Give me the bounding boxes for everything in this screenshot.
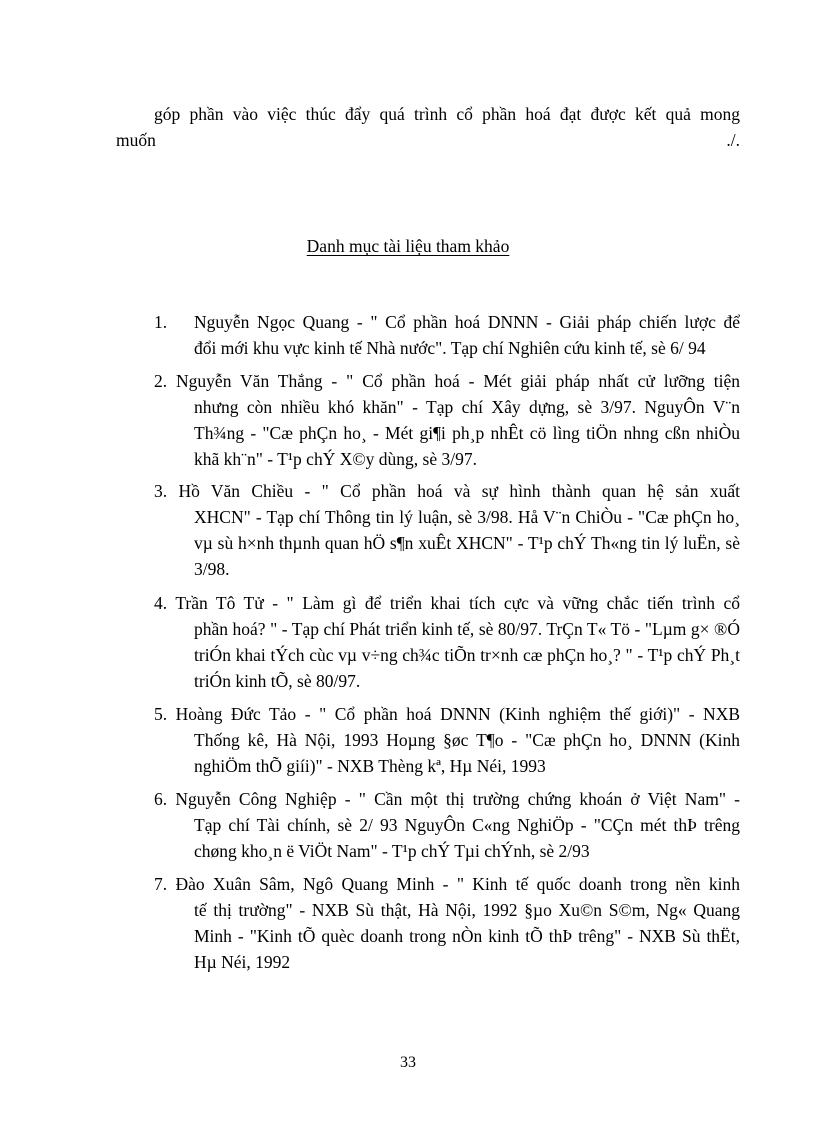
reference-item-7-rest: tế thị trường" - NXB Sù thật, Hà Nội, 1992 §µo Xu©n S©m, Ng« Quang Minh - "Kinh tÕ quèc doanh trong nÒn kinh tÕ thÞ trêng" - NXB Sù thËt, Hµ Néi, 1992 <box>194 900 740 972</box>
reference-item-7 <box>154 871 740 975</box>
reference-item-4-rest: phần hoá? " - Tạp chí Phát triển kinh tế, sè 80/97. TrÇn T« Tö - "Lµm g× ®Ó triÓn khai tÝch cùc vµ v÷ng ch¾c tiÕn tr×nh cæ phÇn ho¸? " - T¹p chÝ Ph¸t triÓn kinh tÕ, sè 80/97. <box>194 619 740 691</box>
reference-item-2-first-line <box>154 368 740 394</box>
reference-item-7-number: 7. <box>154 874 168 894</box>
reference-item-2-number: 2. <box>154 371 168 391</box>
reference-item-6-title-start: Nguyễn Công Nghiệp - " Cần một thị trường chứng khoán ở Việt Nam" - <box>175 789 740 809</box>
intro-word-muon: muốn <box>116 130 156 150</box>
reference-item-2 <box>154 368 740 472</box>
reference-item-3 <box>154 478 740 582</box>
reference-item-1 <box>154 309 740 361</box>
reference-item-4-first-line <box>154 590 740 616</box>
reference-item-1-rest: đổi mới khu vực kinh tế Nhà nước". Tạp chí Nghiên cứu kinh tế, sè 6/ 94 <box>194 338 706 358</box>
intro-paragraph-line1: góp phần vào việc thúc đẩy quá trình cổ phần hoá đạt được kết quả mong <box>154 104 740 124</box>
reference-item-5-rest: Thống kê, Hà Nội, 1993 Hoµng §øc T¶o - "Cæ phÇn ho¸ DNNN (Kinh nghiÖm thÕ giíi)" - NXB Thèng kª, Hµ Néi, 1993 <box>194 730 740 776</box>
intro-paragraph-line2 <box>116 127 740 153</box>
reference-item-3-title-start: Hồ Văn Chiều - " Cổ phần hoá và sự hình thành quan hệ sản xuất <box>178 481 740 501</box>
reference-item-6 <box>154 786 740 864</box>
reference-item-4-title-start: Trần Tô Tử - " Làm gì để triển khai tích cực và vững chắc tiến trình cổ <box>175 593 740 613</box>
reference-item-2-rest: nhưng còn nhiều khó khăn" - Tạp chí Xây dựng, sè 3/97. NguyÔn V¨n Th¾ng - "Cæ phÇn ho¸ - Mét gi¶i ph¸p nhÊt cö lìng tiÖn nhng cßn nhiÒu khã kh¨n" - T¹p chÝ X©y dùng, sè 3/97. <box>194 397 740 469</box>
reference-item-2-title-start: Nguyễn Văn Thắng - " Cổ phần hoá - Mét giải pháp nhất cử lưỡng tiện <box>176 371 740 391</box>
reference-item-5 <box>154 701 740 779</box>
reference-item-5-number: 5. <box>154 704 168 724</box>
reference-item-7-title-start: Đào Xuân Sâm, Ngô Quang Minh - " Kinh tế quốc doanh trong nền kinh <box>175 874 740 894</box>
page-number: 33 <box>400 1054 416 1071</box>
reference-item-5-title-start: Hoàng Đức Tảo - " Cổ phần hoá DNNN (Kinh nghiệm thế giới)" - NXB <box>175 704 741 724</box>
reference-item-4 <box>154 590 740 694</box>
reference-item-3-number: 3. <box>154 481 168 501</box>
reference-item-6-first-line <box>154 786 740 812</box>
references-heading-text: Danh mục tài liệu tham khảo <box>306 236 510 256</box>
reference-item-3-rest: XHCN" - Tạp chí Thông tin lý luận, sè 3/98. Hå V¨n ChiÒu - "Cæ phÇn ho¸ vµ sù h×nh thµnh quan hÖ s¶n xuÊt XHCN" - T¹p chÝ Th«ng tin lý luËn, sè 3/98. <box>194 507 740 579</box>
reference-item-6-rest: Tạp chí Tài chính, sè 2/ 93 NguyÔn C«ng NghiÖp - "CÇn mét thÞ trêng chøng kho¸n ë ViÖt Nam" - T¹p chÝ Tµi chÝnh, sè 2/93 <box>194 815 740 861</box>
intro-end-mark: ./. <box>726 130 740 150</box>
reference-item-6-number: 6. <box>154 789 168 809</box>
reference-item-1-number: 1. <box>154 312 168 332</box>
reference-item-1-title-start: Nguyễn Ngọc Quang - " Cổ phần hoá DNNN - Giải pháp chiến lược để <box>194 312 740 332</box>
reference-item-3-first-line <box>154 478 740 504</box>
reference-item-1-first-line <box>154 309 740 335</box>
reference-item-4-number: 4. <box>154 593 168 613</box>
reference-item-5-first-line <box>154 701 740 727</box>
reference-item-7-first-line <box>154 871 740 897</box>
references-heading <box>0 236 816 257</box>
